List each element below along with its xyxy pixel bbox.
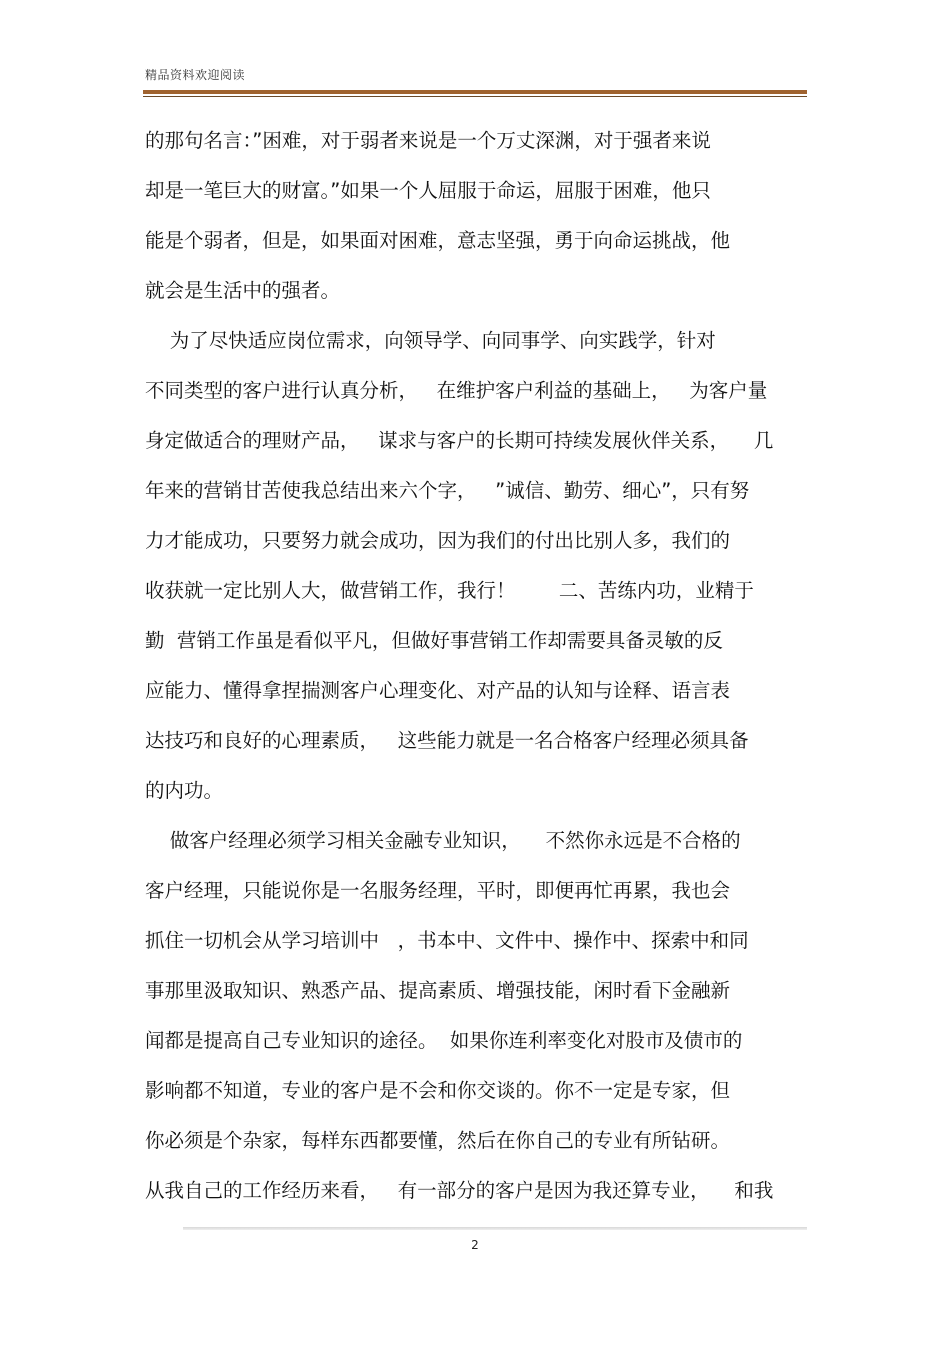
- header-title: 精品资料欢迎阅读: [145, 68, 246, 82]
- text-line: 的内功。: [145, 779, 224, 802]
- page-number: 2: [471, 1238, 479, 1252]
- text-line: 你必须是个杂家，每样东西都要懂，然后在你自己的专业有所钻研。: [145, 1129, 731, 1152]
- text-line: 就会是生活中的强者。: [145, 279, 341, 302]
- text-line: 身定做适合的理财产品， 谋求与客户的长期可持续发展伙伴关系， 几: [145, 429, 774, 452]
- text-line: 的那句名言：”困难，对于弱者来说是一个万丈深渊，对于强者来说: [145, 129, 711, 152]
- text-line: 影响都不知道，专业的客户是不会和你交谈的。你不一定是专家，但: [145, 1079, 731, 1102]
- header-divider-thick: [143, 90, 807, 94]
- footer-divider: [183, 1227, 807, 1230]
- text-line: 为了尽快适应岗位需求，向领导学、向同事学、向实践学，针对: [145, 329, 716, 352]
- text-line: 事那里汲取知识、熟悉产品、提高素质、增强技能，闲时看下金融新: [145, 979, 731, 1002]
- text-line: 达技巧和良好的心理素质， 这些能力就是一名合格客户经理必须具备: [145, 729, 749, 752]
- text-line: 客户经理，只能说你是一名服务经理，平时，即便再忙再累，我也会: [145, 879, 731, 902]
- header-divider-thin: [143, 96, 807, 97]
- text-line: 能是个弱者，但是，如果面对困难，意志坚强，勇于向命运挑战，他: [145, 229, 731, 252]
- text-line: 却是一笔巨大的财富。”如果一个人屈服于命运，屈服于困难，他只: [145, 179, 711, 202]
- text-line: 力才能成功，只要努力就会成功，因为我们的付出比别人多，我们的: [145, 529, 731, 552]
- text-line: 闻都是提高自己专业知识的途径。 如果你连利率变化对股市及债市的: [145, 1029, 743, 1052]
- text-line: 抓住一切机会从学习培训中 ，书本中、文件中、操作中、探索中和同: [145, 929, 749, 952]
- text-line: 从我自己的工作经历来看， 有一部分的客户是因为我还算专业， 和我: [145, 1179, 774, 1202]
- text-line: 年来的营销甘苦使我总结出来六个字， ”诚信、勤劳、细心”，只有努: [145, 479, 750, 502]
- text-line: 勤 营销工作虽是看似平凡，但做好事营销工作却需要具备灵敏的反: [145, 629, 723, 652]
- text-line: 应能力、懂得拿捏揣测客户心理变化、对产品的认知与诠释、语言表: [145, 679, 731, 702]
- text-line: 收获就一定比别人大，做营销工作，我行！ 二、苦练内功，业精于: [145, 579, 754, 602]
- text-line: 做客户经理必须学习相关金融专业知识， 不然你永远是不合格的: [145, 829, 741, 852]
- text-line: 不同类型的客户进行认真分析， 在维护客户利益的基础上， 为客户量: [145, 379, 768, 402]
